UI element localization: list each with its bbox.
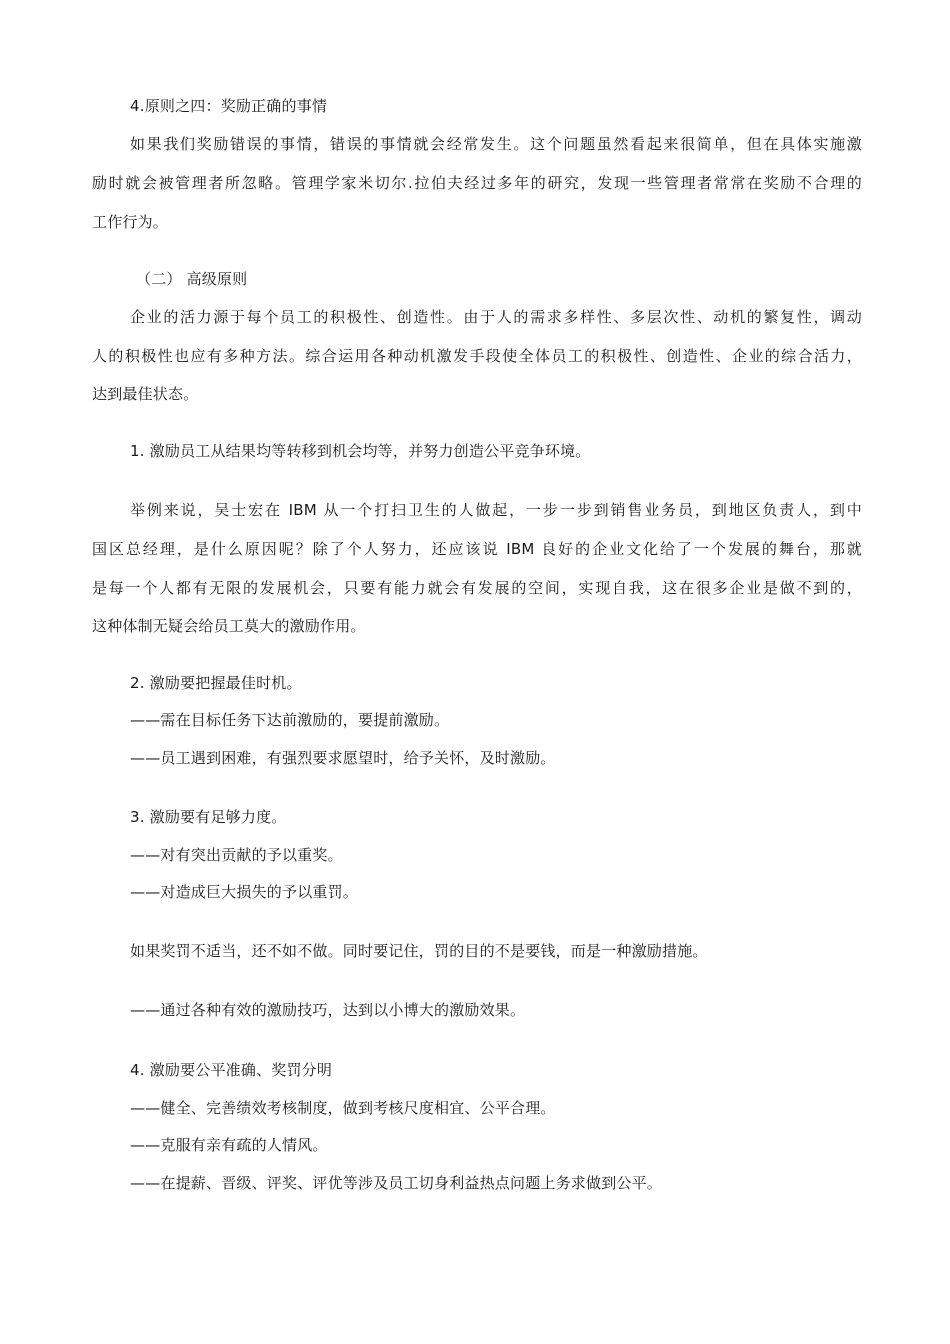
paragraph-line: 如果奖罚不适当，还不如不做。同时要记住，罚的目的不是要钱，而是一种激励措施。 — [130, 942, 708, 960]
principle-four-heading: 4.原则之四：奖励正确的事情 — [130, 97, 328, 115]
paragraph-line: 励时就会被管理者所忽略。管理学家米切尔.拉伯夫经过多年的研究，发现一些管理者常常在奖励不合理的 — [92, 174, 862, 192]
dash-list-item: ——对造成巨大损失的予以重罚。 — [130, 883, 359, 901]
dash-list-item: ——通过各种有效的激励技巧，达到以小博大的激励效果。 — [130, 1001, 526, 1019]
paragraph-line: 达到最佳状态。 — [92, 385, 199, 403]
paragraph-line: 企业的活力源于每个员工的积极性、创造性。由于人的需求多样性、多层次性、动机的繁复性，调动 — [130, 308, 862, 326]
paragraph-line: 是每一个人都有无限的发展机会，只要有能力就会有发展的空间，实现自我，这在很多企业是做不到的， — [92, 579, 862, 597]
paragraph-line: 这种体制无疑会给员工莫大的激励作用。 — [92, 617, 366, 635]
section-heading-advanced-principles: （二） 高级原则 — [136, 270, 248, 288]
paragraph-line: 举例来说，吴士宏在 IBM 从一个打扫卫生的人做起，一步一步到销售业务员，到地区负责人，到中 — [130, 501, 862, 519]
item-four-heading: 4. 激励要公平准确、奖罚分明 — [130, 1061, 333, 1079]
paragraph-line: 国区总经理，是什么原因呢？除了个人努力，还应该说 IBM 良好的企业文化给了一个发展的舞台，那就 — [92, 540, 862, 558]
paragraph-line: 人的积极性也应有多种方法。综合运用各种动机激发手段使全体员工的积极性、创造性、企业的综合活力， — [92, 347, 862, 365]
item-one-heading: 1. 激励员工从结果均等转移到机会均等，并努力创造公平竞争环境。 — [130, 442, 591, 460]
dash-list-item: ——员工遇到困难，有强烈要求愿望时，给予关怀，及时激励。 — [130, 749, 556, 767]
item-two-heading: 2. 激励要把握最佳时机。 — [130, 674, 302, 692]
dash-list-item: ——需在目标任务下达前激励的，要提前激励。 — [130, 711, 450, 729]
dash-list-item: ——对有突出贡献的予以重奖。 — [130, 846, 343, 864]
paragraph-line: 工作行为。 — [92, 213, 169, 231]
dash-list-item: ——健全、完善绩效考核制度，做到考核尺度相宜、公平合理。 — [130, 1099, 556, 1117]
paragraph-line: 如果我们奖励错误的事情，错误的事情就会经常发生。这个问题虽然看起来很简单，但在具体实施激 — [130, 135, 862, 153]
item-three-heading: 3. 激励要有足够力度。 — [130, 808, 287, 826]
dash-list-item: ——在提薪、晋级、评奖、评优等涉及员工切身利益热点问题上务求做到公平。 — [130, 1174, 663, 1192]
dash-list-item: ——克服有亲有疏的人情风。 — [130, 1136, 328, 1154]
